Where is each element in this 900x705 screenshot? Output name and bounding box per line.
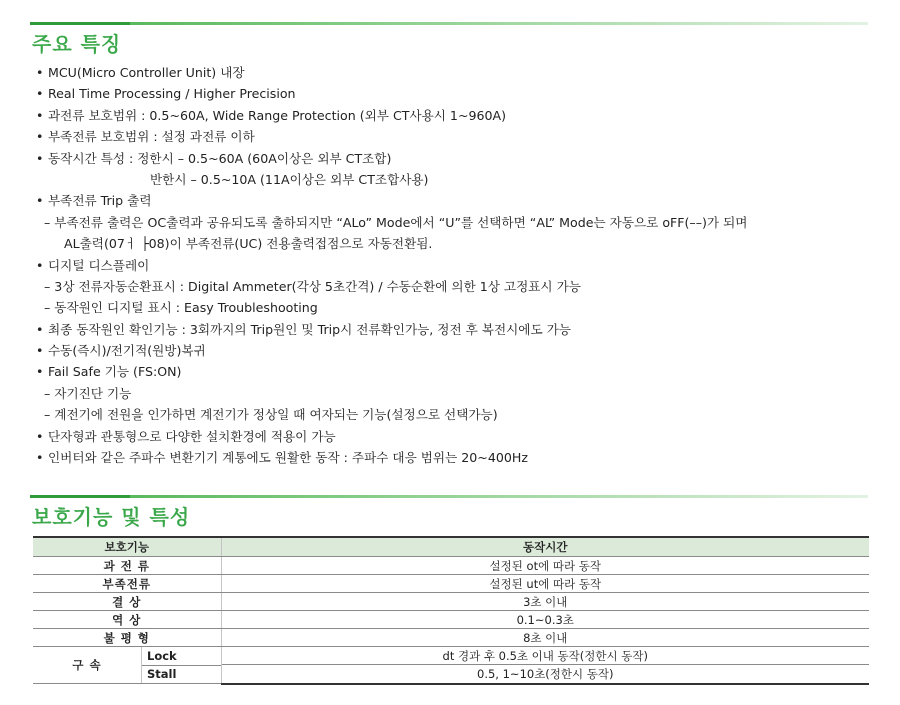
feature-item: • 수동(즉시)/전기적(원방)복귀 [36, 340, 876, 361]
feature-subline: – 동작원인 디지털 표시 : Easy Troubleshooting [44, 300, 318, 316]
function-name: 역 상 [33, 611, 221, 629]
stall-sub-label: Stall [147, 667, 177, 682]
table-header-row [33, 537, 869, 557]
feature-subline: – 3상 전류자동순환표시 : Digital Ammeter(각상 5초간격) / 수동순환에 의한 1상 고정표시 가능 [44, 278, 581, 294]
features-title: 주요 특징 [32, 32, 122, 56]
table-row [33, 629, 869, 647]
feature-list [36, 62, 876, 468]
operating-time: 0.1~0.3초 [221, 611, 869, 629]
protection-title: 보호기능 및 특성 [32, 505, 191, 529]
feature-item: • MCU(Micro Controller Unit) 내장 [36, 62, 876, 83]
section-divider [30, 22, 868, 25]
feature-item: • 동작시간 특성 : 정한시 – 0.5~60A (60A이상은 외부 CT조합) [36, 148, 876, 169]
feature-item: • Real Time Processing / Higher Precision [36, 83, 876, 104]
function-name: 구 속 [33, 647, 142, 683]
feature-item: • 인버터와 같은 주파수 변환기기 계통에도 원활한 동작 : 주파수 대응 범위는 20~400Hz [36, 447, 876, 468]
feature-subline: AL출력(07ㅓ ├08)이 부족전류(UC) 전용출력접점으로 자동전환됨. [64, 236, 433, 252]
table-row [33, 557, 869, 575]
operating-time: 설정된 ot에 따라 동작 [221, 557, 869, 575]
function-name: 결 상 [33, 593, 221, 611]
feature-item: • 디지털 디스플레이 [36, 255, 876, 276]
feature-subline: – 자기진단 기능 [44, 385, 132, 401]
feature-item: • 부족전류 Trip 출력 [36, 190, 876, 211]
lock-group-cell [33, 647, 221, 684]
table-row [33, 647, 869, 665]
feature-item: • 최종 동작원인 확인기능 : 3회까지의 Trip원인 및 Trip시 전류확인가능, 정전 후 복전시에도 가능 [36, 319, 876, 340]
feature-item: • 과전류 보호범위 : 0.5~60A, Wide Range Protection (외부 CT사용시 1~960A) [36, 105, 876, 126]
operating-time: 3초 이내 [221, 593, 869, 611]
function-name: 과 전 류 [33, 557, 221, 575]
function-name: 불 평 형 [33, 629, 221, 647]
feature-subline: – 계전기에 전원을 인가하면 계전기가 정상일 때 여자되는 기능(설정으로 선택가능) [44, 407, 498, 423]
operating-time: 0.5, 1~10초(정한시 동작) [221, 665, 869, 684]
feature-item: • 단자형과 관통형으로 다양한 설치환경에 적용이 가능 [36, 426, 876, 447]
operating-time: 설정된 ut에 따라 동작 [221, 575, 869, 593]
operating-time: 8초 이내 [221, 629, 869, 647]
section-divider [30, 495, 868, 498]
table-row [33, 611, 869, 629]
feature-subline: – 부족전류 출력은 OC출력과 공유되도록 출하되지만 “ALo” Mode에서 “U”를 선택하면 “AL” Mode는 자동으로 oFF(––)가 되며 [44, 214, 748, 230]
operating-time: dt 경과 후 0.5초 이내 동작(정한시 동작) [221, 647, 869, 665]
header-function: 보호기능 [33, 537, 221, 557]
table-row [33, 593, 869, 611]
lock-sub-label: Lock [142, 647, 221, 666]
header-time: 동작시간 [221, 537, 869, 557]
protection-table [33, 536, 869, 685]
table-row [33, 575, 869, 593]
feature-item: • Fail Safe 기능 (FS:ON) [36, 361, 876, 382]
feature-item: • 부족전류 보호범위 : 설정 과전류 이하 [36, 126, 876, 147]
function-name: 부족전류 [33, 575, 221, 593]
feature-subline: 반한시 – 0.5~10A (11A이상은 외부 CT조합사용) [150, 171, 429, 187]
